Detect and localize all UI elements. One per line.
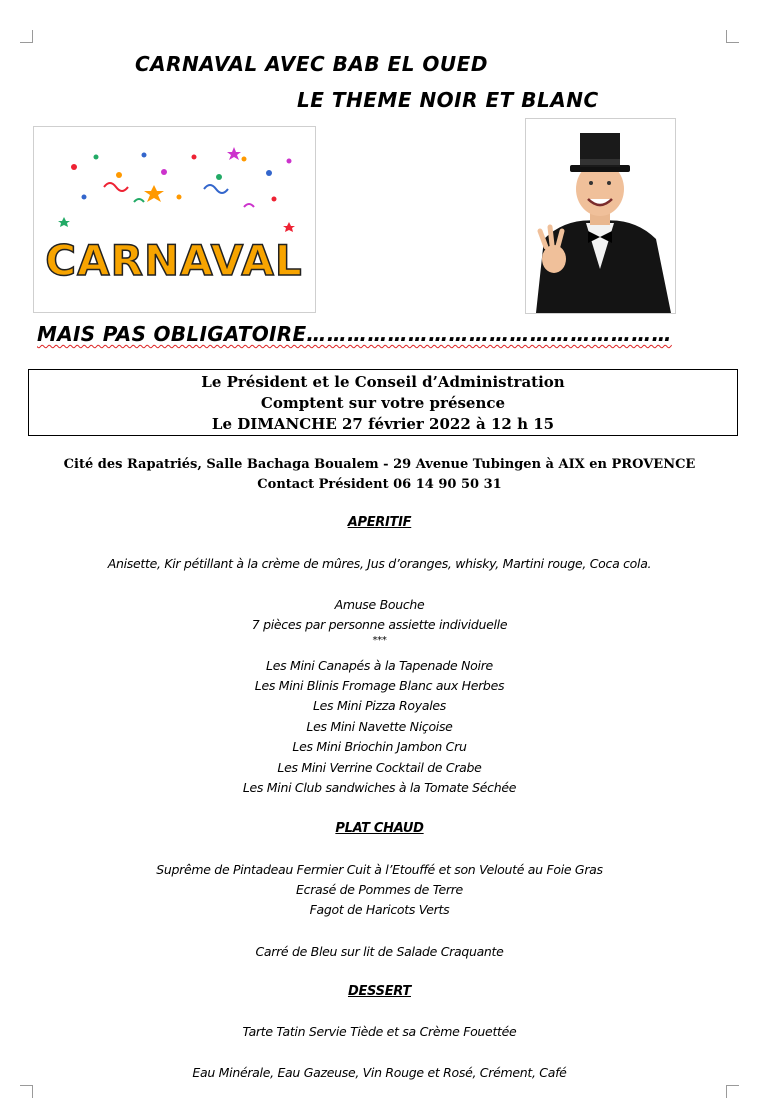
contact-president: Contact Président 06 14 90 50 31: [257, 477, 502, 492]
amuse-bouche-subtitle: 7 pièces par personne assiette individuelle: [251, 617, 508, 632]
menu-item: Suprême de Pintadeau Fermier Cuit à l’Etouffé et son Velouté au Foie Gras: [156, 862, 603, 877]
plat-chaud-heading: PLAT CHAUD: [335, 821, 424, 836]
menu-item: Les Mini Club sandwiches à la Tomate Séchée: [242, 780, 517, 795]
menu-item: Fagot de Haricots Verts: [309, 902, 450, 917]
page-corner-mark: [20, 1085, 33, 1098]
carnaval-logo-image: [33, 126, 316, 313]
menu-item: Les Mini Pizza Royales: [313, 698, 446, 713]
man-top-hat-photo: [525, 118, 676, 314]
title-line-1: CARNAVAL AVEC BAB EL OUED: [135, 52, 488, 76]
amuse-bouche-title: Amuse Bouche: [334, 597, 425, 612]
invitation-line-3: Le DIMANCHE 27 février 2022 à 12 h 15: [211, 415, 555, 433]
man-top-hat-graphic: [526, 119, 675, 313]
menu-item: Les Mini Canapés à la Tapenade Noire: [266, 658, 493, 673]
invitation-box: [28, 369, 738, 436]
page-corner-mark: [726, 1085, 739, 1098]
optional-dress-note: MAIS PAS OBLIGATOIRE………………………………………………: [37, 322, 672, 346]
carnaval-logo-text: CARNAVAL: [45, 236, 303, 285]
menu-item: Ecrasé de Pommes de Terre: [296, 882, 463, 897]
menu-item: Les Mini Briochin Jambon Cru: [292, 739, 467, 754]
carnaval-logo-graphic: [34, 127, 315, 312]
menu-item: Les Mini Verrine Cocktail de Crabe: [277, 760, 482, 775]
separator-stars: ***: [372, 635, 387, 646]
page-corner-mark: [20, 30, 33, 43]
dessert-item: Tarte Tatin Servie Tiède et sa Crème Fouettée: [242, 1024, 517, 1039]
title-line-2: LE THEME NOIR ET BLANC: [297, 88, 599, 112]
invitation-line-2: Comptent sur votre présence: [260, 394, 506, 412]
meal-drinks: Eau Minérale, Eau Gazeuse, Vin Rouge et Rosé, Crément, Café: [192, 1065, 567, 1080]
cheese-course: Carré de Bleu sur lit de Salade Craquante: [255, 944, 504, 959]
menu-item: Les Mini Navette Niçoise: [306, 719, 453, 734]
page-corner-mark: [726, 30, 739, 43]
menu-item: Les Mini Blinis Fromage Blanc aux Herbes: [254, 678, 505, 693]
aperitif-heading: APERITIF: [347, 515, 412, 530]
aperitif-drinks: Anisette, Kir pétillant à la crème de mûres, Jus d’oranges, whisky, Martini rouge, Coca cola.: [107, 556, 652, 571]
dessert-heading: DESSERT: [347, 984, 411, 999]
venue-address: Cité des Rapatriés, Salle Bachaga Boualem - 29 Avenue Tubingen à AIX en PROVENCE: [63, 457, 696, 472]
invitation-line-1: Le Président et le Conseil d’Administration: [201, 373, 565, 391]
